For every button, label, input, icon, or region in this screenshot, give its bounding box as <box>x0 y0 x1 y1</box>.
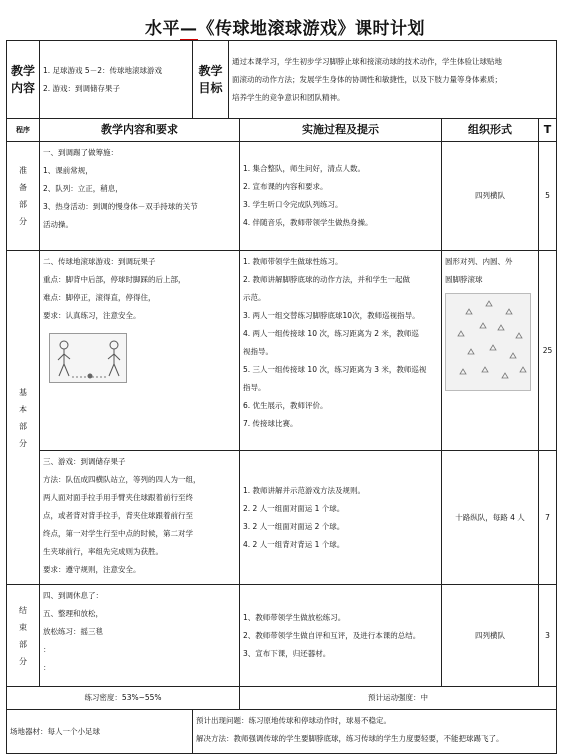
process-line: 4. 2 人一组背对背运 1 个球。 <box>243 539 345 549</box>
content-line: 四、到调休息了： <box>43 591 103 600</box>
title-dash: — <box>180 19 198 39</box>
goal-line: 通过本课学习，学生初步学习脚脖止球和接滚动球的技术动作，学生体验让球贴地 <box>232 56 502 66</box>
practice-density: 练习密度：53%~55% <box>7 687 240 710</box>
content-line: 1. 足球游戏 5－2：传球地滚球游戏 <box>43 65 162 75</box>
label-line: 教学 <box>198 63 223 78</box>
prep-time: 5 <box>539 142 557 251</box>
ending-time: 3 <box>539 585 557 687</box>
prep-content <box>40 142 240 251</box>
content-line: 1、课前常规， <box>43 166 93 175</box>
problems-solutions <box>193 710 557 754</box>
process-line: 2、教师带领学生做自评和互评，及进行本课的总结。 <box>243 630 421 640</box>
content-line: 要求：认真练习，注意安全。 <box>43 311 141 320</box>
expected-problem: 预计出现问题：练习原地传球和停球动作时，球易不稳定。 <box>196 716 391 725</box>
label-line: 教学 <box>10 63 35 78</box>
process-line: 3. 两人一组交替练习脚脖底球10次，教师巡视指导。 <box>243 311 420 320</box>
content-line: 一、到调踢了做筹施： <box>43 148 118 157</box>
content-label-cell <box>7 41 40 119</box>
stage-char: 本 <box>19 404 27 414</box>
basic-time-1: 25 <box>539 251 557 451</box>
org-line: 圆脚脖滚球 <box>445 275 483 284</box>
page-title <box>0 14 570 39</box>
goal-label-cell <box>193 41 229 119</box>
process-line: 指导。 <box>243 383 266 392</box>
passing-illustration <box>49 333 127 383</box>
title-main: 《传球地滚球游戏》课时计划 <box>197 19 425 39</box>
content-line: 2. 游戏：到调储存果子 <box>43 83 121 93</box>
stage-char: 部 <box>19 421 27 431</box>
content-line: 点，或者背对背手拉手，背夹住球跟着前行至 <box>43 511 193 520</box>
stage-preparation <box>7 142 40 251</box>
stage-char: 部 <box>19 639 27 649</box>
stage-char: 结 <box>19 605 27 615</box>
goal-line: 培养学生的竞争意识和团队精神。 <box>232 92 345 102</box>
process-line: 1. 教师讲解并示范游戏方法及规则。 <box>243 485 366 495</box>
content-line: 2、队列：立正，稍息， <box>43 184 123 193</box>
triangle-formation-image <box>446 294 532 392</box>
process-line: 视指导。 <box>243 347 273 356</box>
process-line: 3. 学生听口令完成队列练习。 <box>243 200 343 209</box>
col-content-header: 教学内容和要求 <box>40 119 240 142</box>
content-line: 两人面对面手拉手用手臂夹住球跟着前行至终 <box>43 493 193 502</box>
process-line: 2. 2 人一组面对面运 1 个球。 <box>243 503 345 513</box>
ending-content <box>40 585 240 687</box>
process-line: 3、宣布下课，归还器材。 <box>243 648 331 658</box>
stage-char: 分 <box>19 438 27 448</box>
exercise-intensity: 预计运动强度：中 <box>240 687 557 710</box>
goal-line: 面滚动的动作方法；发展学生身体的协调性和敏捷性，以及下肢力量等身体素质； <box>232 74 502 84</box>
content-line: 难点：脚停正，滚得直，停得住， <box>43 293 156 302</box>
formation-diagram <box>445 293 531 391</box>
process-line: 4. 伴随音乐，教师带领学生做热身操。 <box>243 218 373 227</box>
col-org-header: 组织形式 <box>442 119 539 142</box>
content-summary <box>40 41 193 119</box>
passing-figures-image <box>50 334 128 384</box>
stage-ending <box>7 585 40 687</box>
content-line: 二、传球地滚球游戏：到调玩果子 <box>43 257 156 266</box>
stage-char: 部 <box>19 200 27 209</box>
basic-org-2: 十路纵队，每路 4 人 <box>442 451 539 585</box>
equipment: 场地器材：每人一个小足球 <box>7 710 193 754</box>
process-line: 1. 教师带领学生做球性练习。 <box>243 257 343 266</box>
content-line: 重点：脚背中后部，停球时脚踩的后上部， <box>43 275 186 284</box>
process-line: 7. 传接球比赛。 <box>243 419 298 428</box>
content-line: ： <box>43 663 51 672</box>
basic-content-2 <box>40 451 240 585</box>
content-line: 生夹球前行，率组先完成则为获胜。 <box>43 547 163 556</box>
stage-char: 准 <box>19 166 27 175</box>
basic-process-2 <box>240 451 442 585</box>
lesson-plan-table <box>6 40 557 754</box>
process-line: 3. 2 人一组面对面运 2 个球。 <box>243 521 345 531</box>
content-line: 要求：遵守规则，注意安全。 <box>43 565 141 574</box>
content-line: 终点，第一对学生行至中点的时候，第二对学 <box>43 529 193 538</box>
label-line: 目标 <box>198 80 223 95</box>
title-prefix: 水平 <box>145 19 180 39</box>
basic-content-1 <box>40 251 240 451</box>
content-line: 三、游戏：到调储存果子 <box>43 457 126 466</box>
solution: 解决方法：教师强调传球的学生要脚脖底球，练习传球的学生力度要轻要，不能把球踢飞了。 <box>196 734 504 743</box>
ending-process <box>240 585 442 687</box>
basic-org-1 <box>442 251 539 451</box>
content-line: 3、热身活动：到调的慢身体－双手持球的关节 <box>43 202 198 211</box>
process-line: 2. 教师讲解脚脖底球的动作方法，并和学生一起做 <box>243 275 411 284</box>
process-line: 2. 宣布课的内容和要求。 <box>243 182 328 191</box>
content-label <box>10 63 36 97</box>
ending-org: 四列横队 <box>442 585 539 687</box>
process-line: 4. 两人一组传接球 10 次，练习距离为 2 米，教师巡 <box>243 329 419 338</box>
basic-process-1 <box>240 251 442 451</box>
goal-summary <box>229 41 557 119</box>
stage-char: 分 <box>19 217 27 226</box>
stage-char: 备 <box>19 183 27 192</box>
stage-char: 束 <box>19 622 27 632</box>
goal-label <box>196 63 225 97</box>
content-line: ： <box>43 645 51 654</box>
col-process-header: 实施过程及提示 <box>240 119 442 142</box>
content-line: 方法：队伍成四横队站立，等列的四人为一组， <box>43 475 201 484</box>
stage-char: 分 <box>19 656 27 666</box>
prep-process <box>240 142 442 251</box>
process-line: 1、教师带领学生做放松练习。 <box>243 612 346 622</box>
basic-time-2: 7 <box>539 451 557 585</box>
col-order-header: 程序 <box>7 119 40 142</box>
content-line: 五、整理和放松， <box>43 609 103 618</box>
content-line: 放松练习：摇三毯 <box>43 627 103 636</box>
process-line: 5. 三人一组传接球 10 次，练习距离为 3 米，教师巡视 <box>243 365 427 374</box>
label-line: 内容 <box>10 80 35 95</box>
process-line: 1. 集合整队，师生问好，清点人数。 <box>243 164 366 173</box>
org-line: 圆形对列、内圆、外 <box>445 257 513 266</box>
process-line: 6. 优生展示，教师评价。 <box>243 401 328 410</box>
process-line: 示范。 <box>243 293 266 302</box>
content-line: 活动操。 <box>43 220 73 229</box>
col-time-header: T <box>539 119 557 142</box>
prep-org: 四列横队 <box>442 142 539 251</box>
stage-basic <box>7 251 40 585</box>
stage-char: 基 <box>19 387 27 397</box>
